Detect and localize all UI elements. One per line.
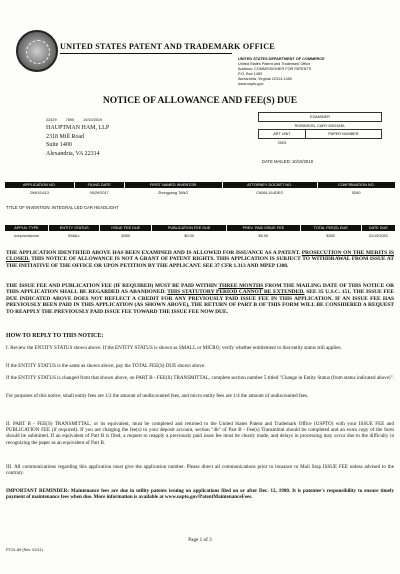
date-mailed: DATE MAILED: 10/10/2019 <box>262 159 313 164</box>
table-header: ATTORNEY DOCKET NO. <box>222 182 317 189</box>
table-header: ISSUE FEE DUE <box>100 225 152 232</box>
instruction-ii: II. PART B - FEE(S) TRANSMITTAL, or its equivalent, must be completed and returned to the United States Patent and Trademark Office (USPTO) with your ISSUE FEE and PUBLICATION FEE (if required). If you are charging the fee(s) to your deposit account, section "4b" of Part B - Fee(s) Transmittal should be completed and an extra copy of the form should be submitted. If an equivalent of Part B is filed, a request to reapply a previously paid issue fee must be clearly made, and delays in processing may occur due to the difficulty in recognizing the paper as an equivalent of Part B. <box>6 421 394 446</box>
table-cell: 01/10/2020 <box>368 233 388 238</box>
art-unit-value: 2923 <box>277 140 287 145</box>
table-cell: 5260 <box>352 190 361 195</box>
art-unit-label: ART UNIT <box>259 130 306 139</box>
document-title: NOTICE OF ALLOWANCE AND FEE(S) DUE <box>102 96 298 106</box>
three-months-text: THREE MONTHS <box>218 283 264 289</box>
examiner-name: ROBINSON, CARY MICHAEL <box>294 123 346 128</box>
form-number: PTOL-85 (Rev. 02/11) <box>6 548 43 552</box>
table-cell: $0.00 <box>258 233 269 238</box>
table-header: TOTAL FEE(S) DUE <box>300 225 361 232</box>
fee-due-paragraph <box>6 283 394 315</box>
table-header: PUBLICATION FEE DUE <box>152 225 227 232</box>
fee-text-cont: FROM THE MAILING DATE OF THIS NOTICE OR THIS APPLICATION SHALL BE REGARDED AS ABANDONED. <box>6 283 395 296</box>
table-header: FIRST NAMED INVENTOR <box>124 182 222 189</box>
fee-text: THE ISSUE FEE AND PUBLICATION FEE (IF REQUIRED) MUST BE PAID WITHIN <box>6 283 219 289</box>
instruction-changed-status: If the ENTITY STATUS is changed from that shown above, on PART B - FEE(S) TRANSMITTAL, complete section number 5 titled "Change in Entity Status (from status indicated above)". <box>6 375 394 381</box>
address-line: HAUPTMAN HAM, LLP <box>46 125 110 131</box>
address-codes: 22429 7590 10/10/2019 <box>46 118 103 122</box>
fee-text-end: SEE 35 U.S.C. 151. THE ISSUE FEE DUE INDICATED ABOVE DOES NOT REFLECT A CREDIT FOR ANY PREVIOUSLY PAID ISSUE FEE IN THIS APPLICATION. IF AN ISSUE FEE HAS PREVIOUSLY BEEN PAID IN THIS APPLICATION (AS SHOWN ABOVE), THE RETURN OF PART B OF THIS FORM WILL BE CONSIDERED A REQUEST TO REAPPLY THE PREVIOUSLY PAID ISSUE FEE TOWARD THE ISSUE FEE NOW DUE. <box>6 289 394 315</box>
table-header: FILING DATE <box>74 182 124 189</box>
table-header: ENTITY STATUS <box>48 225 100 232</box>
dept-line: United States Patent and Trademark Office <box>238 62 311 66</box>
office-title: UNITED STATES PATENT AND TRADEMARK OFFICE <box>60 42 275 51</box>
fee-table <box>4 224 396 240</box>
page-number: Page 1 of 3 <box>188 537 212 543</box>
table-cell: Zhongyang TANG <box>157 190 189 195</box>
table-cell: $350 <box>121 233 130 238</box>
uspto-seal-icon <box>16 30 58 72</box>
table-cell: C6064-014DES <box>256 190 283 195</box>
table-row <box>5 189 396 197</box>
dept-line: Address: COMMISSIONER FOR PATENTS <box>238 67 312 71</box>
table-cell: 29/619,613 <box>29 190 49 195</box>
correspondence-address <box>46 124 109 158</box>
instruction-purposes: For purposes of this notice, small entity fees are 1/2 the amount of undiscounted fees, and micro entity fees are 1/4 the amount of undiscounted fees. <box>6 393 309 399</box>
instruction-iii: III. All communications regarding this application must give the application number. Please direct all communications prior to issuance to Mail Stop ISSUE FEE unless advised to the contrary. <box>6 464 394 477</box>
department-address <box>238 57 388 87</box>
dept-line: Alexandria, Virginia 22313-1450 <box>238 77 292 81</box>
examiner-box <box>258 112 382 147</box>
table-cell: $0.00 <box>184 233 194 238</box>
header-rule <box>60 53 232 54</box>
table-header: CONFIRMATION NO. <box>317 182 395 189</box>
statutory-period-text: THIS STATUTORY PERIOD CANNOT BE EXTENDED. <box>167 289 305 296</box>
instruction-same-status: If the ENTITY STATUS is the same as shown above, pay the TOTAL FEE(S) DUE shown above. <box>6 363 206 369</box>
table-header: PREV. PAID ISSUE FEE <box>227 225 300 232</box>
table-header: APPLICATION NO. <box>5 182 75 189</box>
table-row <box>5 232 396 240</box>
address-line: Alexandria, VA 22314 <box>46 150 100 157</box>
title-of-invention: TITLE OF INVENTION: INTEGRAL LED CAR HEADLIGHT <box>6 205 119 210</box>
allowance-text-cont: THIS NOTICE OF ALLOWANCE IS NOT A GRANT OF PATENT RIGHTS. THIS APPLICATION IS SUBJECT TO WITHDRAWAL FROM ISSUE AT THE INITIATIVE OF THE OFFICE OR UPON PETITION BY THE APPLICANT. SEE 37 CFR 1.313 AND MPEP 1308. <box>6 256 394 269</box>
address-line: Suite 1400 <box>46 142 72 149</box>
application-table <box>4 181 396 197</box>
table-header: DATE DUE <box>361 225 395 232</box>
dept-line: UNITED STATES DEPARTMENT OF COMMERCE <box>238 57 325 61</box>
important-reminder: IMPORTANT REMINDER: Maintenance fees are due in utility patents issuing on applications filed on or after Dec. 12, 1980. It is patentee's responsibility to ensure timely payment of maintenance fees when due. More information is available at www.uspto.gov/PatentMaintenanceFees. <box>6 488 394 501</box>
prosecution-closed-text: PROSECUTION ON THE MERITS IS CLOSED. <box>6 250 394 263</box>
table-cell: $350 <box>326 233 335 238</box>
instruction-i: I. Review the ENTITY STATUS shown above. If the ENTITY STATUS is shown as SMALL or MICRO, verify whether entitlement to that entity status still applies. <box>6 345 342 351</box>
paper-number-label: PAPER NUMBER <box>305 130 381 139</box>
address-line: 2318 Mill Road <box>46 133 85 140</box>
table-cell: nonprovisional <box>14 233 39 238</box>
table-cell: SMALL <box>67 233 81 238</box>
table-header: APPLN. TYPE <box>5 225 49 232</box>
allowance-text: THE APPLICATION IDENTIFIED ABOVE HAS BEEN EXAMINED AND IS ALLOWED FOR ISSUANCE AS A PATENT. <box>6 250 301 256</box>
examiner-label: EXAMINER <box>259 113 382 122</box>
dept-line: P.O. Box 1450 <box>238 72 263 76</box>
allowance-paragraph <box>6 250 394 269</box>
paper-number-value <box>305 139 381 147</box>
dept-line: www.uspto.gov <box>238 82 264 86</box>
how-to-reply-heading: HOW TO REPLY TO THIS NOTICE: <box>6 333 104 339</box>
table-cell: 09/29/2017 <box>89 190 109 195</box>
